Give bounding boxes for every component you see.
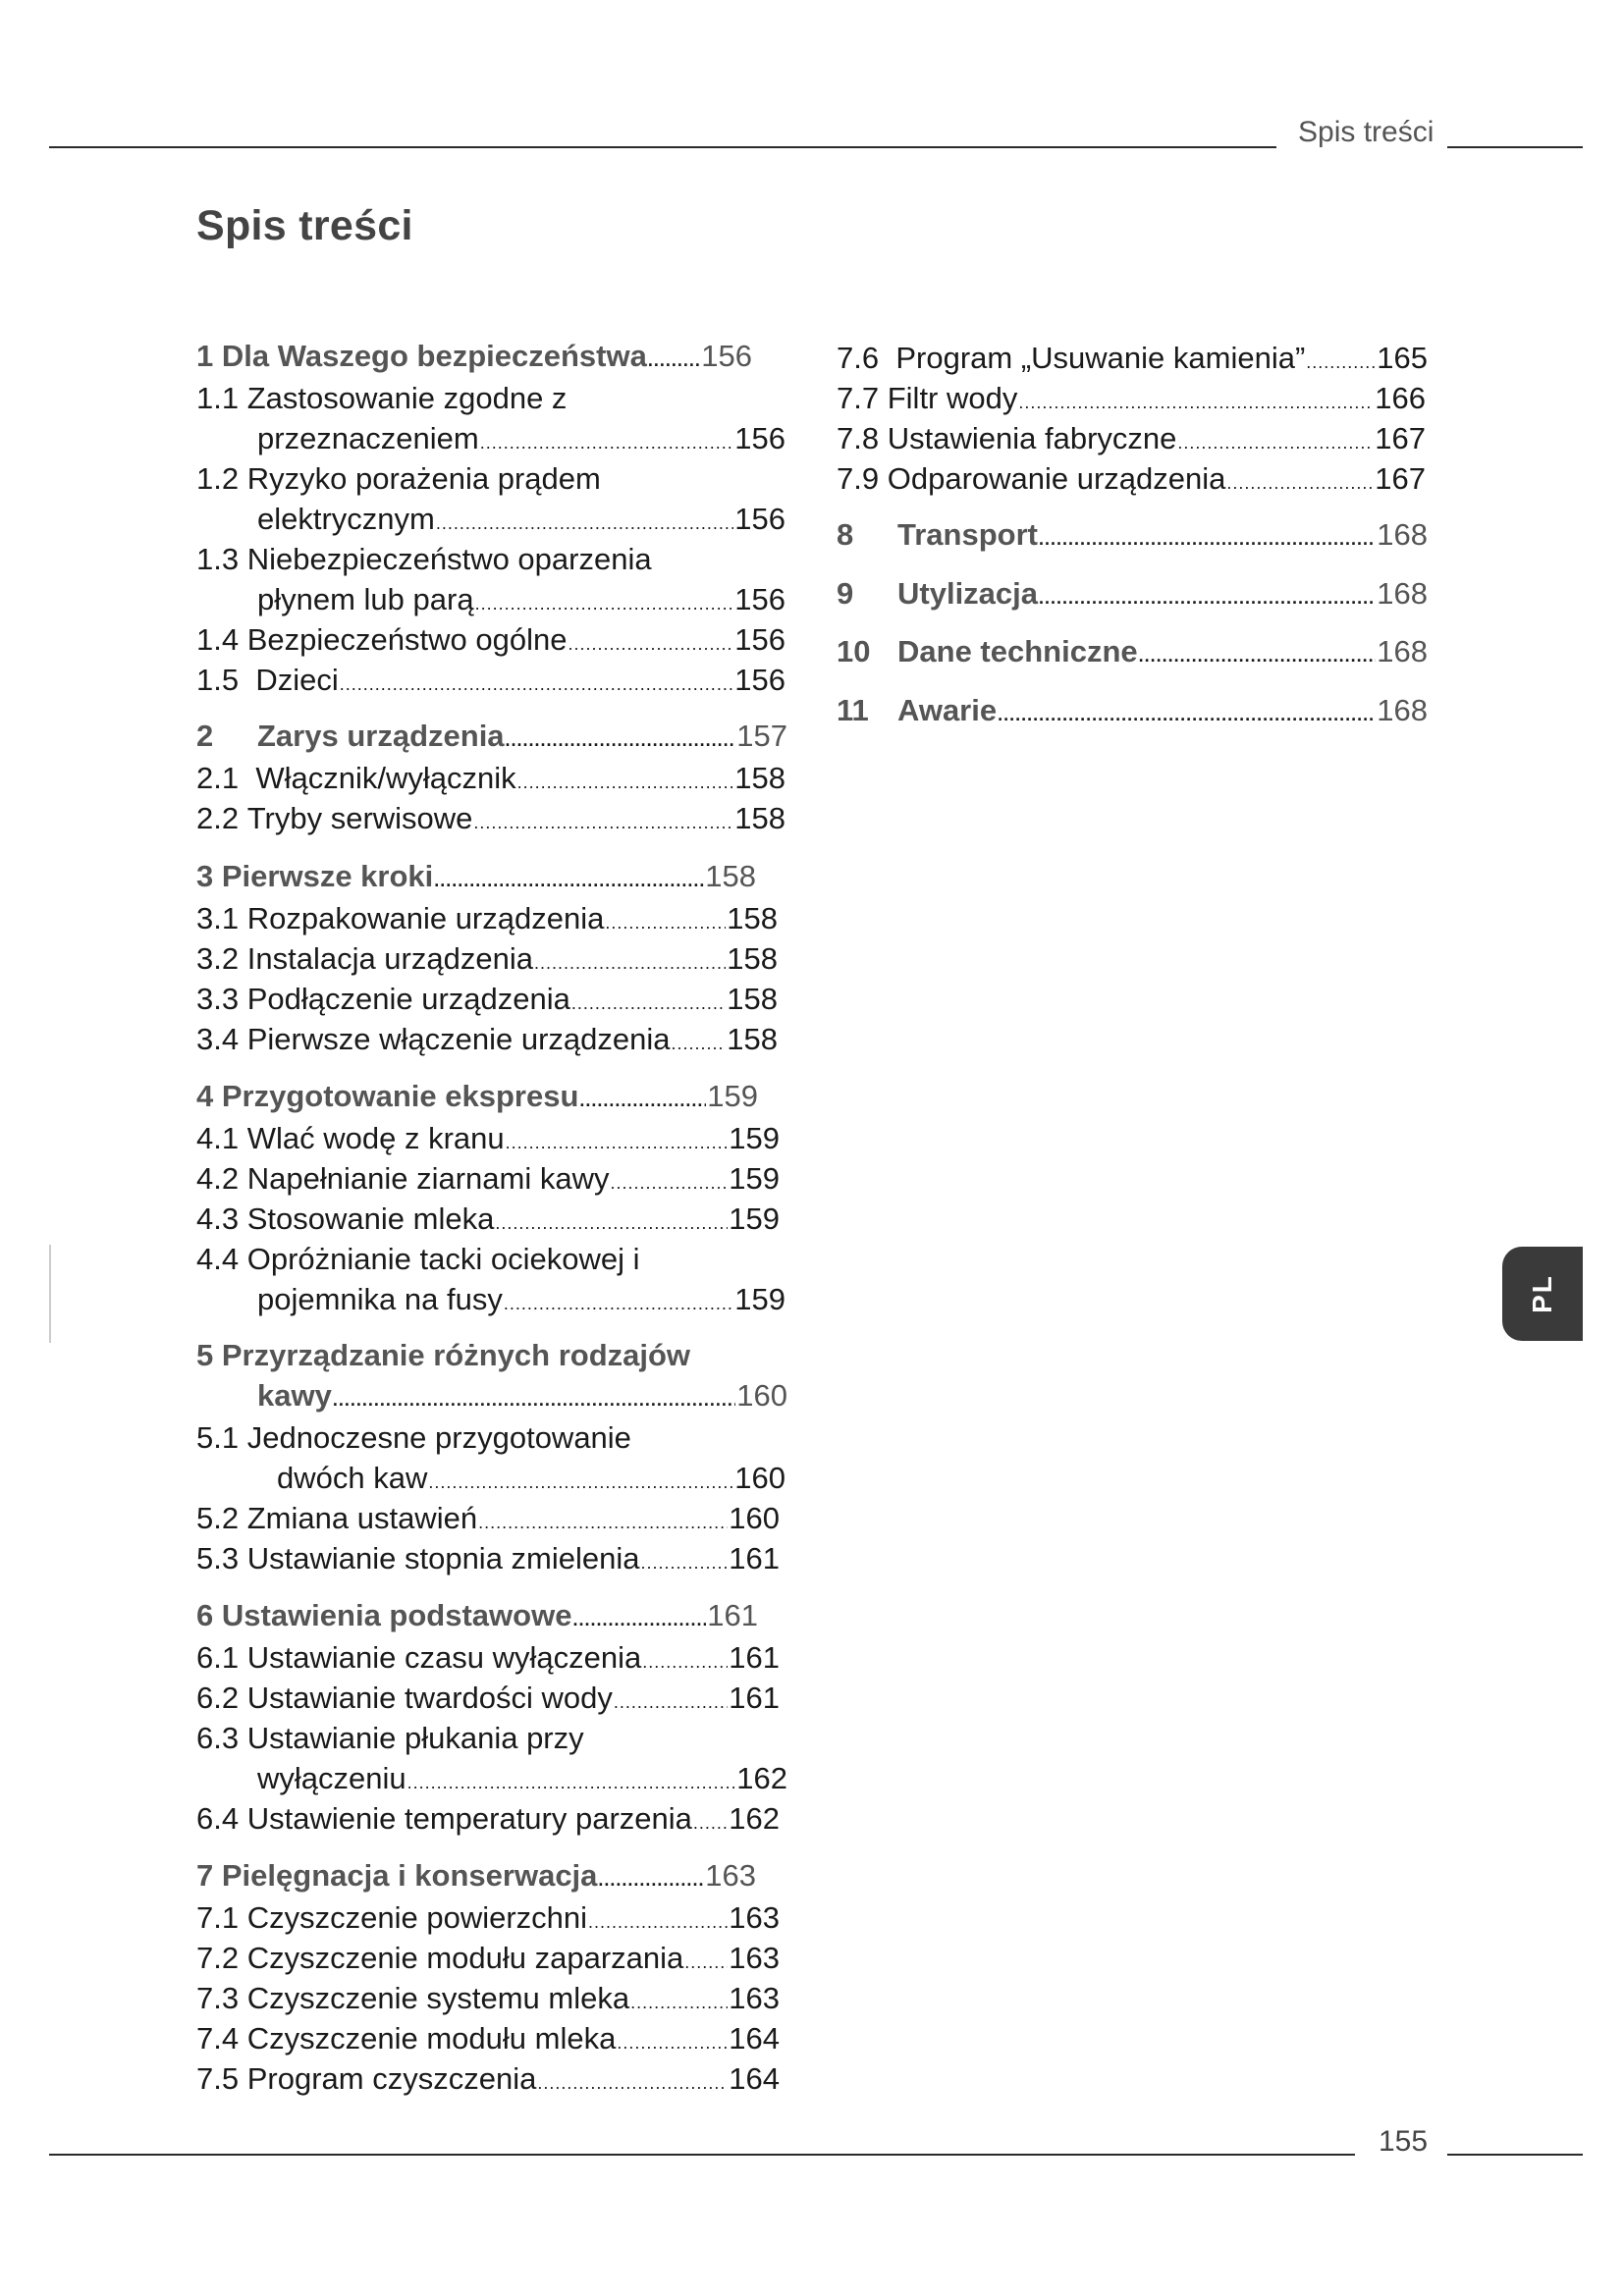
entry-title: Przyrządzanie różnych rodzajów [221,1338,691,1372]
toc-entry[interactable] [196,1077,758,1120]
leader-dots [605,903,726,942]
entry-number: 3.4 [196,1022,240,1056]
toc-entry[interactable] [837,339,1428,382]
toc-entry-continued[interactable] [257,580,785,623]
toc-entry[interactable] [196,1539,780,1582]
leader-dots [588,1902,728,1942]
entry-page: 163 [705,1858,756,1893]
entry-number: 3 [196,859,214,893]
leader-dots [517,763,734,802]
entry-number: 7.4 [196,2021,240,2056]
entry-title: Pielęgnacja i konserwacja [221,1858,598,1893]
entry-title: Czyszczenie modułu zaparzania [246,1941,684,1975]
entry-title: Opróżnianie tacki ociekowej i [246,1242,640,1276]
toc-entry[interactable] [196,1856,756,1899]
toc-entry[interactable] [196,799,785,842]
leader-dots [571,984,726,1023]
entry-number: 5.2 [196,1501,240,1535]
toc-entry[interactable] [837,632,1428,675]
entry-page: 158 [734,761,785,795]
footer-rule-right [1447,2154,1583,2156]
leader-dots [537,2063,728,2103]
entry-number: 7.8 [837,421,880,455]
entry-title: Awarie [897,693,998,727]
entry-number: 6.2 [196,1681,240,1715]
entry-page: 156 [734,502,785,536]
leader-dots [434,861,704,900]
leader-dots [672,1024,727,1063]
entry-title: Pierwsze kroki [221,859,434,893]
entry-title: Dane techniczne [897,634,1138,668]
entry-number: 1.2 [196,461,240,496]
toc-entry[interactable] [196,1939,780,1982]
entry-title: Zarys urządzenia [257,719,505,753]
entry-page: 158 [734,801,785,835]
header-rule-left [49,146,1276,148]
entry-page: 159 [729,1161,780,1196]
entry-page: 165 [1377,341,1428,375]
entry-page: 159 [707,1079,758,1113]
leader-dots [475,584,734,623]
toc-entry-continued[interactable] [277,1459,785,1502]
entry-title: Ustawienia podstawowe [221,1598,572,1632]
entry-number: 6.1 [196,1640,240,1675]
toc-entry[interactable] [196,1240,785,1279]
leader-dots [428,1463,733,1502]
entry-number: 6.4 [196,1801,240,1836]
entry-title-cont: dwóch kaw [277,1461,428,1495]
edge-mark [49,1245,51,1343]
entry-title-cont: płynem lub parą [257,582,474,616]
entry-number: 1.5 [196,663,240,697]
entry-page: 163 [729,1981,780,2015]
entry-page: 159 [729,1121,780,1155]
leader-dots [572,1600,706,1639]
entry-page: 158 [727,901,778,935]
toc-entry[interactable] [196,1898,780,1942]
entry-title: Ustawianie płukania przy [246,1721,584,1755]
toc-entry-continued[interactable] [257,419,785,462]
toc-entry[interactable] [196,857,756,900]
leader-dots [436,504,733,543]
entry-title: Czyszczenie systemu mleka [246,1981,630,2015]
entry-number: 1.1 [196,381,240,415]
entry-number: 2 [196,719,214,753]
entry-number: 5.1 [196,1420,240,1455]
running-title: Spis treści [1298,116,1435,148]
leader-dots [1039,519,1376,559]
entry-page: 168 [1377,576,1428,611]
entry-number: 4.2 [196,1161,240,1196]
leader-dots [495,1203,728,1243]
entry-title: Ryzyko porażenia prądem [246,461,601,496]
entry-number: 9 [837,576,854,611]
leader-dots [641,1543,729,1582]
entry-title-cont: elektrycznym [257,502,435,536]
entry-title: Włącznik/wyłącznik [255,761,516,795]
leader-dots [1039,578,1376,617]
toc-entry[interactable] [837,515,1428,559]
toc-entry[interactable] [196,1336,789,1375]
entry-title: Tryby serwisowe [246,801,473,835]
entry-title: Podłączenie urządzenia [246,982,570,1016]
toc-entry[interactable] [837,691,1428,734]
entry-page: 161 [729,1541,780,1575]
header-rule-right [1447,146,1583,148]
entry-title: Instalacja urządzenia [246,941,533,976]
entry-number: 7 [196,1858,214,1893]
entry-title: Zastosowanie zgodne z [246,381,568,415]
leader-dots [1226,463,1374,503]
entry-number: 1.4 [196,622,240,657]
toc-entry[interactable] [196,899,778,942]
entry-page: 156 [734,421,785,455]
entry-page: 162 [736,1761,787,1795]
toc-entry[interactable] [196,2019,780,2062]
entry-page: 167 [1375,421,1426,455]
entry-page: 156 [734,622,785,657]
entry-number: 4.4 [196,1242,240,1276]
entry-number: 11 [837,693,869,727]
entry-page: 158 [727,982,778,1016]
entry-page: 168 [1377,517,1428,552]
entry-title: Dzieci [255,663,339,697]
leader-dots [648,341,700,380]
toc-entry[interactable] [196,759,785,802]
page-number: 155 [1379,2125,1429,2158]
toc-entry[interactable] [196,1596,758,1639]
leader-dots [642,1642,728,1682]
entry-title: Ustawianie stopnia zmielenia [246,1541,640,1575]
entry-number: 1 [196,339,214,373]
toc-entry[interactable] [196,1679,780,1722]
toc-entry[interactable] [837,574,1428,617]
entry-number: 6 [196,1598,214,1632]
leader-dots [579,1081,706,1120]
toc-entry[interactable] [196,1799,780,1842]
entry-page: 156 [734,582,785,616]
entry-page: 160 [729,1501,780,1535]
entry-number: 4.3 [196,1201,240,1236]
entry-title: Ustawianie czasu wyłączenia [246,1640,642,1675]
toc-entry[interactable] [196,1979,780,2022]
toc-entry[interactable] [837,379,1426,422]
leader-dots [473,803,733,842]
entry-page: 158 [705,859,756,893]
entry-page: 164 [729,2021,780,2056]
toc-entry[interactable] [196,337,752,380]
leader-dots [1306,343,1376,382]
entry-title: Utylizacja [897,576,1039,611]
entry-page: 168 [1377,693,1428,727]
entry-number: 7.3 [196,1981,240,2015]
leader-dots [610,1163,728,1202]
entry-page: 161 [729,1640,780,1675]
leader-dots [407,1763,736,1802]
toc-entry[interactable] [196,1119,780,1162]
entry-number: 2.1 [196,761,240,795]
entry-number: 7.7 [837,381,880,415]
entry-page: 163 [729,1900,780,1935]
leader-dots [340,665,734,704]
toc-entry[interactable] [196,1418,785,1458]
entry-number: 5 [196,1338,214,1372]
leader-dots [506,721,736,760]
entry-page: 160 [734,1461,785,1495]
entry-page: 159 [729,1201,780,1236]
entry-number: 5.3 [196,1541,240,1575]
toc-entry[interactable] [196,661,785,704]
language-tab [1502,1247,1583,1341]
leader-dots [693,1803,728,1842]
toc-entry-continued[interactable] [257,1280,785,1323]
entry-number: 1.3 [196,542,240,576]
entry-number: 3.1 [196,901,240,935]
entry-page: 163 [729,1941,780,1975]
leader-dots [504,1284,733,1323]
toc-entry[interactable] [196,379,785,418]
toc-entry[interactable] [196,2059,780,2103]
entry-title: Odparowanie urządzenia [887,461,1226,496]
entry-page: 158 [727,1022,778,1056]
entry-title: Napełnianie ziarnami kawy [246,1161,610,1196]
entry-page: 164 [729,2061,780,2096]
toc-entry-continued[interactable] [257,1759,787,1802]
entry-title: Ustawianie twardości wody [246,1681,613,1715]
entry-page: 168 [1377,634,1428,668]
entry-number: 7.1 [196,1900,240,1935]
toc-entry[interactable] [196,939,778,983]
toc-entry[interactable] [196,980,778,1023]
entry-number: 4 [196,1079,214,1113]
entry-page: 156 [701,339,752,373]
leader-dots [617,2023,728,2062]
language-tab-label: PL [1527,1274,1557,1313]
entry-title: Dla Waszego bezpieczeństwa [221,339,647,373]
toc-entry[interactable] [196,1499,780,1542]
entry-number: 7.9 [837,461,880,496]
entry-page: 167 [1375,461,1426,496]
toc-entry-continued[interactable] [257,1376,787,1419]
entry-title: Przygotowanie ekspresu [221,1079,579,1113]
entry-number: 6.3 [196,1721,240,1755]
entry-title: Rozpakowanie urządzenia [246,901,605,935]
entry-title: Pierwsze włączenie urządzenia [246,1022,671,1056]
leader-dots [480,423,734,462]
entry-title: Wlać wodę z kranu [246,1121,505,1155]
entry-page: 157 [736,719,787,753]
entry-number: 8 [837,517,854,552]
entry-title: Filtr wody [887,381,1018,415]
leader-dots [598,1860,704,1899]
entry-title-cont: wyłączeniu [257,1761,406,1795]
toc-entry[interactable] [196,459,785,499]
entry-title: Niebezpieczeństwo oparzenia [246,542,652,576]
toc-entry[interactable] [196,1638,780,1682]
entry-page: 162 [729,1801,780,1836]
entry-title: Bezpieczeństwo ogólne [246,622,568,657]
entry-title: Stosowanie mleka [246,1201,495,1236]
leader-dots [534,943,726,983]
entry-title: Program czyszczenia [246,2061,537,2096]
entry-title: Czyszczenie powierzchni [246,1900,588,1935]
entry-title: Ustawienia fabryczne [887,421,1177,455]
toc-entry[interactable] [196,1200,780,1243]
toc-entry-continued[interactable] [257,500,785,543]
entry-title-cont: pojemnika na fusy [257,1282,503,1316]
leader-dots [998,695,1376,734]
entry-title: Zmiana ustawień [246,1501,478,1535]
leader-dots [1177,423,1374,462]
leader-dots [684,1943,728,1982]
toc-entry[interactable] [837,459,1426,503]
entry-title: Ustawienie temperatury parzenia [246,1801,692,1836]
leader-dots [1018,383,1374,422]
toc-entry[interactable] [196,1020,778,1063]
entry-title: Program „Usuwanie kamienia” [895,341,1306,375]
entry-number: 10 [837,634,871,668]
entry-number: 3.2 [196,941,240,976]
entry-page: 166 [1375,381,1426,415]
leader-dots [1139,636,1377,675]
entry-page: 156 [734,663,785,697]
entry-title-cont: przeznaczeniem [257,421,479,455]
entry-number: 4.1 [196,1121,240,1155]
entry-page: 159 [734,1282,785,1316]
page-title: Spis treści [196,202,413,249]
toc-entry[interactable] [837,419,1426,462]
entry-page: 160 [736,1378,787,1413]
entry-title: Jednoczesne przygotowanie [246,1420,631,1455]
entry-number: 3.3 [196,982,240,1016]
leader-dots [630,1983,728,2022]
entry-page: 158 [727,941,778,976]
toc-entry[interactable] [196,540,785,579]
leader-dots [478,1503,728,1542]
entry-page: 161 [707,1598,758,1632]
toc-entry[interactable] [196,1159,780,1202]
leader-dots [568,624,733,664]
entry-page: 161 [729,1681,780,1715]
entry-number: 7.2 [196,1941,240,1975]
entry-number: 7.5 [196,2061,240,2096]
toc-entry[interactable] [196,620,785,664]
entry-title: Czyszczenie modułu mleka [246,2021,617,2056]
entry-number: 7.6 [837,341,880,375]
leader-dots [614,1682,728,1722]
toc-entry[interactable] [196,1719,785,1758]
toc-entry[interactable] [196,717,787,760]
footer-rule-left [49,2154,1355,2156]
leader-dots [333,1380,735,1419]
leader-dots [506,1123,729,1162]
entry-title: Transport [897,517,1038,552]
entry-title-cont: kawy [257,1378,332,1413]
entry-number: 2.2 [196,801,240,835]
